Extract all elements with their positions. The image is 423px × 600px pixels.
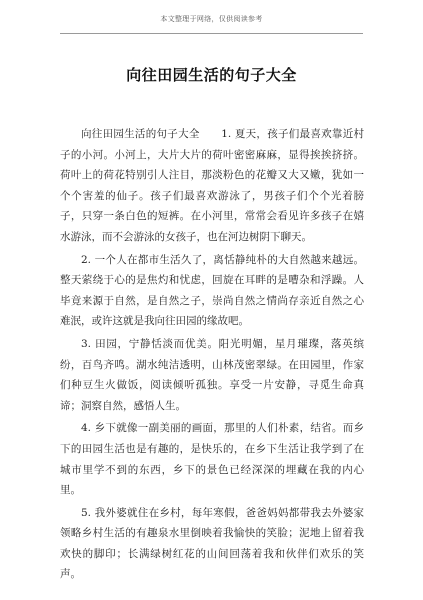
paragraph-2: 2. 一个人在都市生活久了，离恬静纯朴的大自然越来越远。整天萦绕于心的是焦灼和忧虑，回旋在耳畔的是嘈杂和浮躁。人毕竟来源于自然，是自然之子，崇尚自然之情尚存亲近自然之心难泯，或许这就是我向往田园的缘故吧。 [60,253,364,328]
paragraph-1: 向往田园生活的句子大全 1. 夏天，孩子们最喜欢靠近村子的小河。小河上，大片大片的荷叶密密麻麻，显得挨挨挤挤。荷叶上的荷花特别引人注目，那淡粉色的花瓣又大又嫩，犹如一个个害羞的仙子。孩子们最喜欢游泳了，男孩子们个个光着膀子，只穿一条白色的短裤。在小河里，常常会看见许多孩子在嬉水游泳，而不会游泳的女孩子，也在河边树阴下聊天。 [60,128,364,243]
header-note: 本文整理于网络，仅供阅读参考 [160,15,263,23]
header-divider [60,33,363,34]
paragraph-3: 3. 田园，宁静恬淡而优美。阳光明媚，星月璀璨，落英缤纷，百鸟齐鸣。湖水纯洁透明，山林茂密翠绿。在田园里，作家们种豆生火做饭，阅读倾听孤独。享受一片安静，寻觅生命真谛；洞察自然，感悟人生。 [60,337,364,412]
document-body [60,124,364,587]
paragraph-5: 5. 我外婆就住在乡村，每年寒假，爸爸妈妈都带我去外婆家领略乡村生活的有趣泉水里倒映着我愉快的笑脸；泥地上留着我欢快的脚印；长满绿树红花的山间回荡着我和伙伴们欢乐的笑声。 [60,506,364,581]
paragraph-4: 4. 乡下就像一副美丽的画面，那里的人们朴素，结省。而乡下的田园生活也是有趣的，是快乐的，在乡下生活让我学到了在城市里学不到的东西，乡下的景色已经深深的埋藏在我的内心里。 [60,422,364,497]
document-title: 向往田园生活的句子大全 [126,66,297,84]
